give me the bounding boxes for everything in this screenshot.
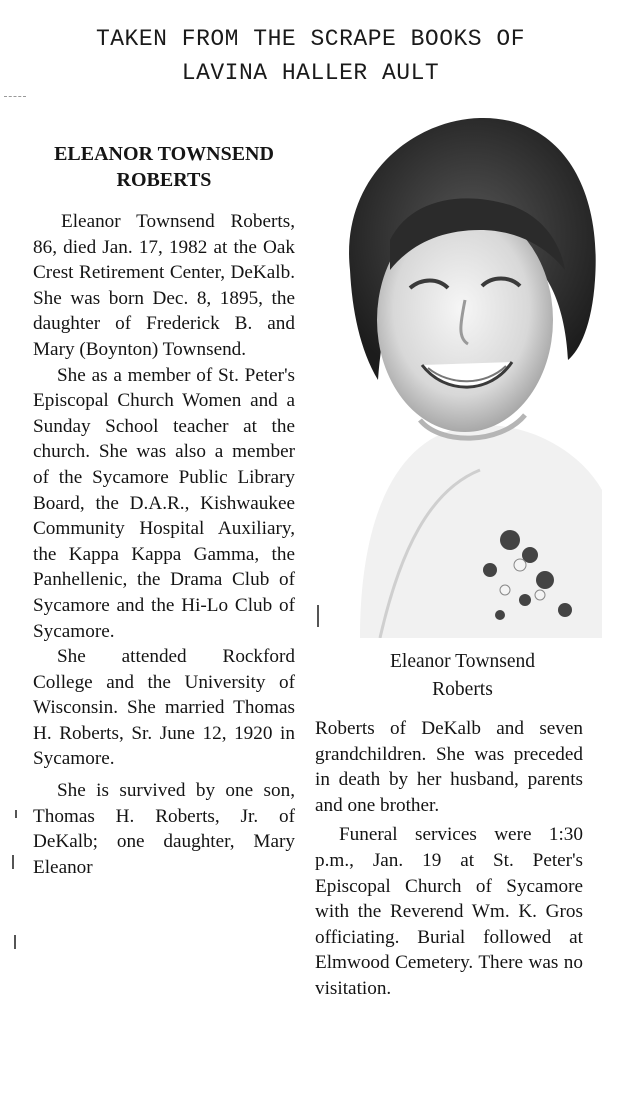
photo-caption	[330, 648, 595, 704]
header-line-1: TAKEN FROM THE SCRAPE BOOKS OF	[95, 26, 526, 52]
obituary-left-column	[33, 209, 295, 880]
obituary-paragraph: She attended Rockford College and the University of Wisconsin. She married Thomas H. Roberts, Sr. June 12, 1920 in Sycamore.	[33, 646, 295, 770]
margin-mark	[317, 605, 319, 627]
margin-mark	[15, 810, 17, 818]
obituary-paragraph: Roberts of DeKalb and seven grandchildren. She was preceded in death by her husband, parents and one brother.	[315, 718, 583, 816]
obituary-paragraph: She is survived by one son, Thomas H. Roberts, Jr. of DeKalb; one daughter, Mary Eleanor	[33, 780, 295, 878]
margin-mark	[14, 935, 16, 949]
obituary-paragraph: She as a member of St. Peter's Episcopal Church Women and a Sunday School teacher at the church. She was also a member of the Sycamore Public Library Board, the D.A.R., Kishwaukee Community Hospital Auxiliary, the Kappa Kappa Gamma, the Panhellenic, the Drama Club of Sycamore and the Hi-Lo Club of Sycamore.	[33, 364, 295, 642]
margin-mark	[12, 855, 14, 869]
headline-line-2: ROBERTS	[116, 169, 212, 191]
page-header	[0, 22, 621, 90]
headline-line-1: ELEANOR TOWNSEND	[54, 143, 274, 165]
header-line-2: LAVINA HALLER AULT	[181, 60, 440, 86]
obituary-headline	[44, 141, 284, 193]
obituary-paragraph: Eleanor Townsend Roberts, 86, died Jan. 17, 1982 at the Oak Crest Retirement Center, DeKalb. She was born Dec. 8, 1895, the daughter of Frederick B. and Mary (Boynton) Townsend.	[33, 211, 295, 360]
caption-line-2: Roberts	[432, 679, 493, 700]
margin-mark	[4, 96, 26, 97]
caption-line-1: Eleanor Townsend	[389, 651, 536, 672]
obituary-paragraph: Funeral services were 1:30 p.m., Jan. 19 at St. Peter's Episcopal Church of Sycamore with the Reverend Wm. K. Gros officiating. Burial followed at Elmwood Cemetery. There was no visitation.	[315, 824, 583, 999]
portrait-photo	[340, 110, 602, 638]
obituary-right-column	[315, 716, 583, 1002]
portrait-image	[340, 110, 602, 638]
